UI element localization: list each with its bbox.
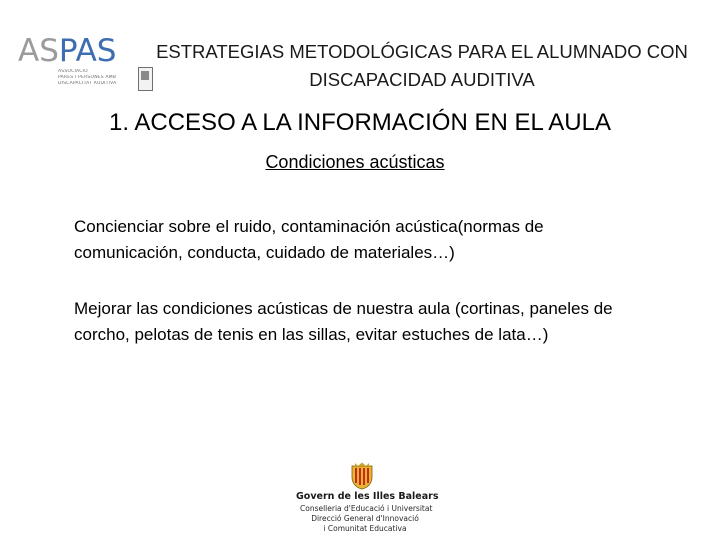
govern-illes-balears-logo [296, 460, 439, 540]
logo-wordmark [18, 34, 117, 68]
logo-wordmark-as: AS [18, 33, 59, 69]
paragraph-improve-acoustics [74, 296, 694, 348]
logo-subtitle-line: ASSOCIACIÓ [58, 69, 88, 74]
logo-subtitle-line: PARES I PERSONES AMB [58, 75, 117, 80]
logo-wordmark-pas: PAS [58, 33, 117, 69]
aspas-logo [18, 34, 136, 94]
header-title-line-2: DISCAPACIDAD AUDITIVA [309, 69, 535, 90]
logo-subtitle [58, 69, 140, 87]
slide-header-title [132, 38, 712, 94]
paragraph-line: Mejorar las condiciones acústicas de nuestra aula (cortinas, paneles de [74, 299, 613, 318]
gov-department [300, 504, 433, 534]
section-subheading: Condiciones acústicas [265, 152, 445, 172]
paragraph-awareness [74, 214, 694, 266]
header-title-line-1: ESTRATEGIAS METODOLÓGICAS PARA EL ALUMNADO CON [156, 41, 688, 62]
paragraph-line: Concienciar sobre el ruido, contaminación acústica(normas de [74, 217, 544, 236]
paragraph-line: comunicación, conducta, cuidado de materiales…) [74, 243, 455, 262]
section-heading: 1. ACCESO A LA INFORMACIÓN EN EL AULA [109, 109, 611, 136]
gov-name: Govern de les Illes Balears [296, 491, 439, 502]
logo-subtitle-line: DISCAPACITAT AUDITIVA [58, 81, 117, 86]
coat-of-arms-icon [350, 462, 374, 490]
gov-dept-line: Conselleria d'Educació i Universitat [300, 504, 433, 513]
paragraph-line: corcho, pelotas de tenis en las sillas, evitar estuches de lata…) [74, 325, 549, 344]
gov-dept-line: i Comunitat Educativa [323, 524, 407, 533]
gov-dept-line: Direcció General d'Innovació [311, 514, 419, 523]
